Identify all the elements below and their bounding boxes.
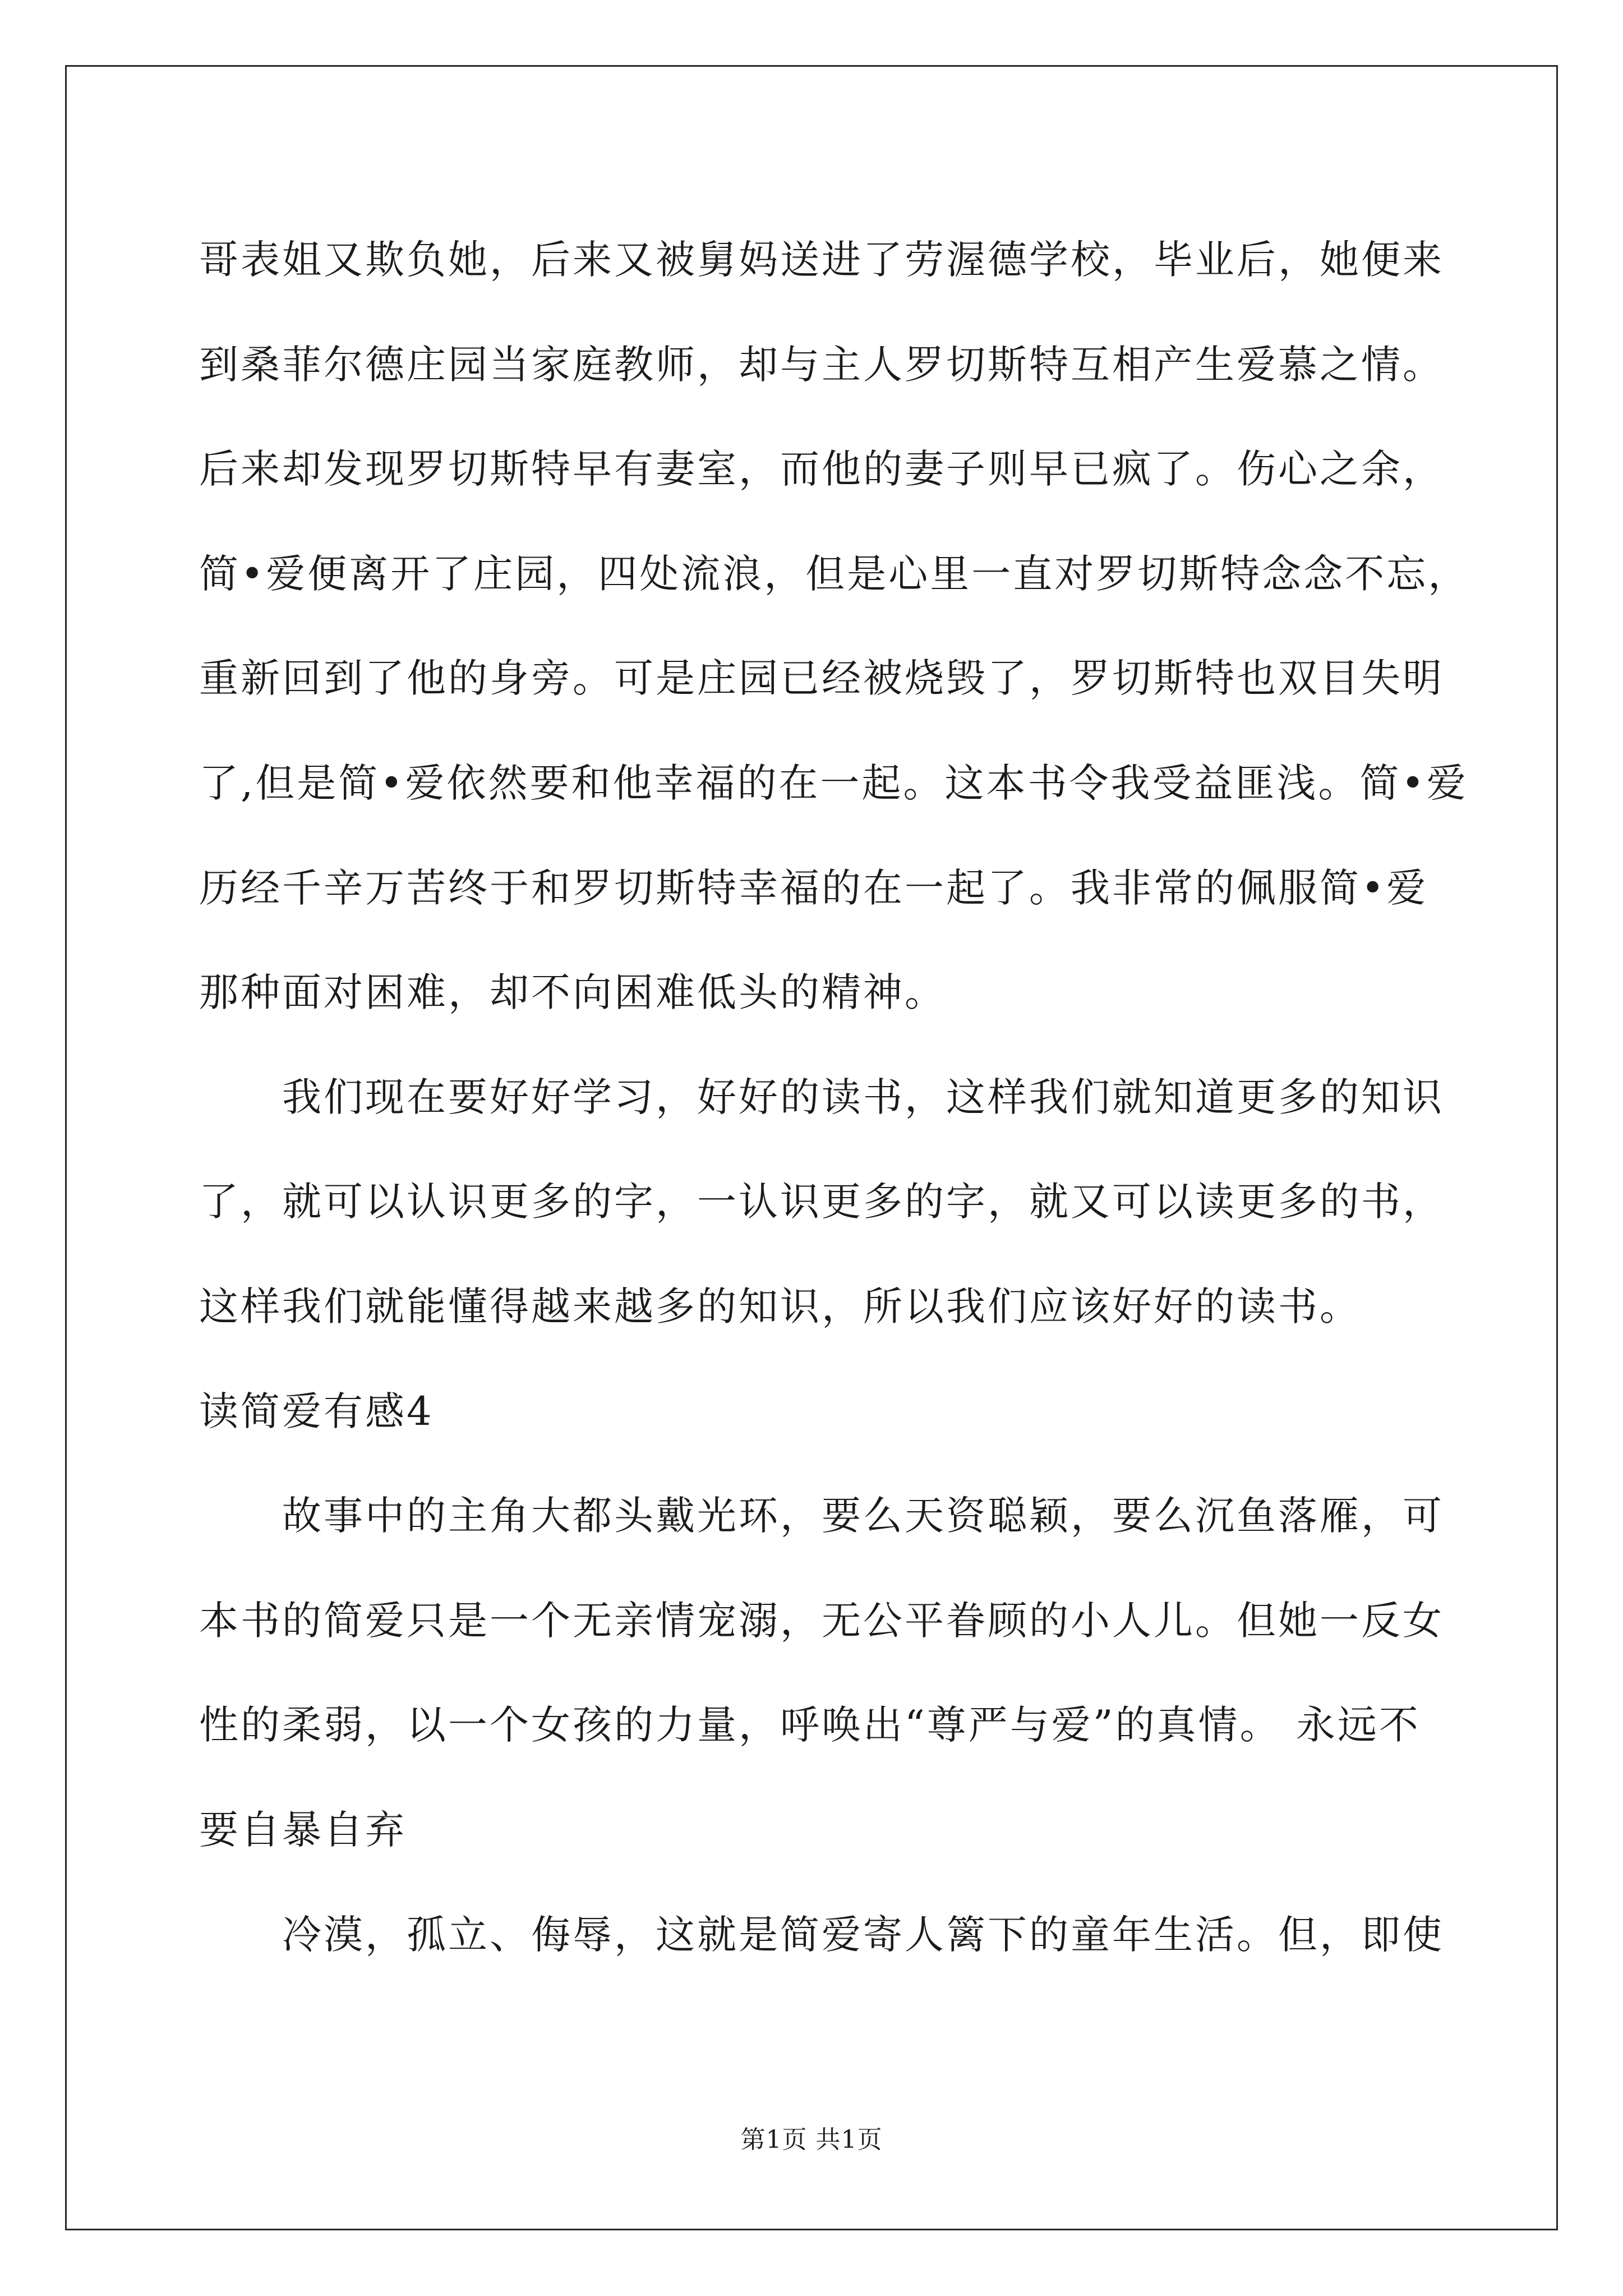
section-heading: 读简爱有感4 [199, 1388, 434, 1434]
body-line: 了,但是简•爱依然要和他幸福的在一起。这本书令我受益匪浅。简•爱 [199, 760, 1468, 806]
body-line: 重新回到了他的身旁。可是庄园已经被烧毁了，罗切斯特也双目失明 [199, 655, 1444, 702]
body-line: 历经千辛万苦终于和罗切斯特幸福的在一起了。我非常的佩服简•爱 [199, 864, 1428, 911]
body-line: 到桑菲尔德庄园当家庭教师，却与主人罗切斯特互相产生爱慕之情。 [199, 341, 1444, 388]
body-line: 要自暴自弃 [199, 1806, 407, 1853]
body-line: 哥表姐又欺负她，后来又被舅妈送进了劳渥德学校，毕业后，她便来 [199, 237, 1444, 283]
page-footer: 第1页 共1页 [740, 2125, 883, 2154]
paragraph-start-line: 故事中的主角大都头戴光环，要么天资聪颖，要么沉鱼落雁，可 [282, 1493, 1444, 1539]
paragraph-start-line: 冷漠，孤立、侮辱，这就是简爱寄人篱下的童年生活。但，即使 [282, 1911, 1444, 1958]
paragraph-start-line: 我们现在要好好学习，好好的读书，这样我们就知道更多的知识 [282, 1074, 1444, 1120]
body-line: 这样我们就能懂得越来越多的知识，所以我们应该好好的读书。 [199, 1283, 1361, 1329]
document-body [199, 208, 1470, 1987]
body-line: 本书的简爱只是一个无亲情宠溺，无公平眷顾的小人儿。但她一反女 [199, 1597, 1444, 1644]
body-line: 那种面对困难，却不向困难低头的精神。 [199, 969, 946, 1016]
body-line: 简•爱便离开了庄园，四处流浪，但是心里一直对罗切斯特念念不忘， [199, 550, 1470, 597]
body-line: 性的柔弱，以一个女孩的力量，呼唤出“尊严与爱”的真情。 永远不 [199, 1702, 1421, 1749]
body-line: 了，就可以认识更多的字，一认识更多的字，就又可以读更多的书， [199, 1179, 1444, 1225]
body-line: 后来却发现罗切斯特早有妻室，而他的妻子则早已疯了。伤心之余， [199, 446, 1444, 493]
